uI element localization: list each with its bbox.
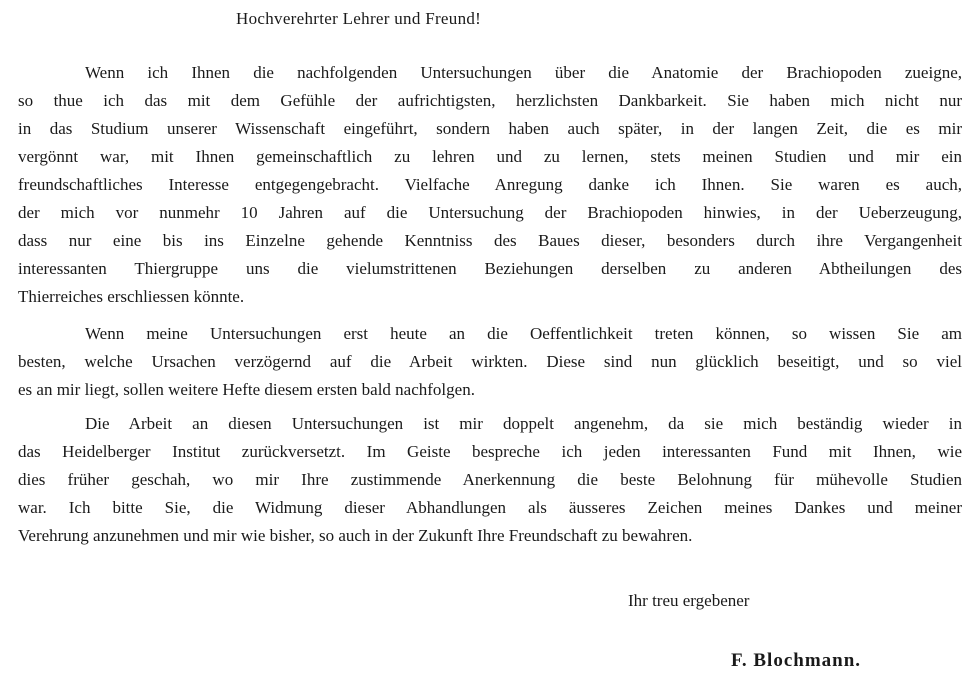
paragraph-1-line-3: in das Studium unserer Wissenschaft eingeführt, sondern haben auch später, in der langen Zeit, die es mir [18, 119, 962, 138]
paragraph-1-line-2: so thue ich das mit dem Gefühle der aufrichtigsten, herzlichsten Dankbarkeit. Sie haben mich nicht nur [18, 91, 962, 110]
paragraph-1-line-9: Thierreiches erschliessen könnte. [18, 287, 245, 306]
paragraph-2-line-1: Wenn meine Untersuchungen erst heute an die Oeffentlichkeit treten können, so wissen Sie am [85, 324, 962, 343]
paragraph-1-line-6: der mich vor nunmehr 10 Jahren auf die Untersuchung der Brachiopoden hinwies, in der Ueberzeugung, [18, 203, 962, 222]
paragraph-1-line-5: freundschaftliches Interesse entgegengebracht. Vielfache Anregung danke ich Ihnen. Sie waren es auch, [18, 175, 962, 194]
paragraph-2-line-3: es an mir liegt, sollen weitere Hefte diesem ersten bald nachfolgen. [18, 380, 475, 399]
paragraph-1-line-4: vergönnt war, mit Ihnen gemeinschaftlich zu lehren und zu lernen, stets meinen Studien und mir ein [18, 147, 962, 166]
paragraph-3-line-2: das Heidelberger Institut zurückversetzt. Im Geiste bespreche ich jeden interessanten Fund mit Ihnen, wie [18, 442, 962, 461]
paragraph-3-line-5: Verehrung anzunehmen und mir wie bisher, so auch in der Zukunft Ihre Freundschaft zu bewahren. [18, 526, 693, 545]
paragraph-1-line-1: Wenn ich Ihnen die nachfolgenden Untersuchungen über die Anatomie der Brachiopoden zueigne, [85, 63, 962, 82]
salutation: Hochverehrter Lehrer und Freund! [236, 9, 482, 28]
paragraph-1-line-8: interessanten Thiergruppe uns die vielumstrittenen Beziehungen derselben zu anderen Abtheilungen des [18, 259, 962, 278]
paragraph-3-line-1: Die Arbeit an diesen Untersuchungen ist mir doppelt angenehm, da sie mich beständig wieder in [85, 414, 962, 433]
paragraph-2-line-2: besten, welche Ursachen verzögernd auf die Arbeit wirkten. Diese sind nun glücklich beseitigt, und so viel [18, 352, 962, 371]
closing-phrase: Ihr treu ergebener [628, 591, 750, 610]
signature: F. Blochmann. [731, 650, 862, 671]
paragraph-3-line-4: war. Ich bitte Sie, die Widmung dieser Abhandlungen als äusseres Zeichen meines Dankes und meiner [18, 498, 962, 517]
paragraph-1-line-7: dass nur eine bis ins Einzelne gehende Kenntniss des Baues dieser, besonders durch ihre Vergangenheit [18, 231, 962, 250]
paragraph-3-line-3: dies früher geschah, wo mir Ihre zustimmende Anerkennung die beste Belohnung für mühevolle Studien [18, 470, 962, 489]
